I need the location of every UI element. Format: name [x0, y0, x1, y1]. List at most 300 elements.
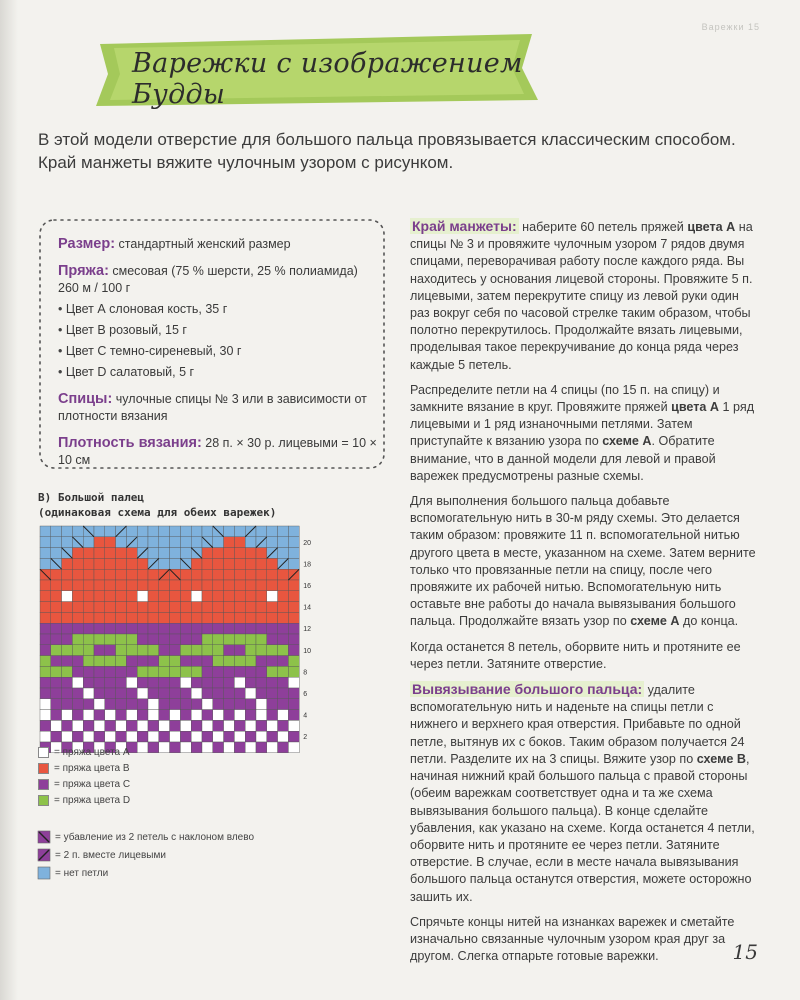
- chart-cell: [224, 699, 235, 710]
- chart-cell: [83, 591, 94, 602]
- chart-cell: [202, 526, 213, 537]
- chart-cell: [83, 537, 94, 548]
- chart-cell: [180, 591, 191, 602]
- chart-cell: [256, 558, 267, 569]
- chart-cell: [148, 710, 159, 721]
- chart-cell: [62, 634, 73, 645]
- chart-cell: [126, 731, 137, 742]
- distribute-paragraph: [410, 382, 760, 485]
- chart-cell: [180, 666, 191, 677]
- chart-cell: [170, 602, 181, 613]
- chart-cell: [213, 688, 224, 699]
- chart-cell: [191, 602, 202, 613]
- chart-cell: [278, 634, 289, 645]
- chart-cell: [288, 612, 299, 623]
- thumb-chart-section: [38, 490, 368, 910]
- chart-cell: [256, 677, 267, 688]
- chart-cell: [256, 612, 267, 623]
- row-number-label: 20: [303, 539, 311, 547]
- chart-cell: [234, 656, 245, 667]
- chart-cell: [159, 656, 170, 667]
- row-number-label: 12: [303, 626, 311, 634]
- chart-cell: [224, 634, 235, 645]
- chart-cell: [256, 569, 267, 580]
- chart-cell: [40, 666, 51, 677]
- text-run: до конца.: [683, 614, 739, 629]
- chart-cell: [288, 688, 299, 699]
- swatch-color-b: [38, 763, 49, 774]
- chart-cell: [256, 526, 267, 537]
- chart-cell: [159, 677, 170, 688]
- chart-cell: [116, 612, 127, 623]
- chart-subtitle: (одинаковая схема для обеих варежек): [38, 506, 277, 519]
- chart-cell: [288, 623, 299, 634]
- chart-cell: [159, 612, 170, 623]
- chart-cell: [267, 742, 278, 753]
- chart-cell: [159, 602, 170, 613]
- chart-cell: [245, 548, 256, 559]
- chart-cell: [245, 742, 256, 753]
- chart-cell: [116, 580, 127, 591]
- chart-cell: [126, 677, 137, 688]
- yarn-block: [58, 263, 378, 381]
- chart-cell: [72, 666, 83, 677]
- chart-cell: [51, 580, 62, 591]
- chart-cell: [180, 677, 191, 688]
- chart-cell: [51, 699, 62, 710]
- chart-cell: [267, 645, 278, 656]
- thumb-prep-paragraph: [410, 493, 760, 631]
- chart-cell: [180, 580, 191, 591]
- chart-cell: [94, 645, 105, 656]
- text-run: Распределите петли на 4 спицы (по 15 п. на спицу) и замкните вязание в круг. Провяжите пряжей: [410, 382, 720, 415]
- chart-cell: [180, 710, 191, 721]
- chart-cell: [234, 537, 245, 548]
- chart-cell: [256, 623, 267, 634]
- chart-cell: [288, 580, 299, 591]
- row-number-label: 14: [303, 604, 311, 612]
- chart-cell: [51, 645, 62, 656]
- chart-cell: [202, 742, 213, 753]
- chart-cell: [51, 710, 62, 721]
- chart-cell: [116, 634, 127, 645]
- page-number: 15: [732, 940, 758, 964]
- chart-cell: [245, 677, 256, 688]
- chart-cell: [94, 699, 105, 710]
- chart-cell: [170, 548, 181, 559]
- chart-cell: [191, 623, 202, 634]
- chart-cell: [105, 612, 116, 623]
- chart-cell: [267, 699, 278, 710]
- chart-cell: [202, 591, 213, 602]
- chart-cell: [116, 591, 127, 602]
- yarn-label: Пряжа:: [58, 263, 109, 279]
- chart-cell: [288, 537, 299, 548]
- chart-cell: [148, 602, 159, 613]
- chart-cell: [288, 720, 299, 731]
- chart-cell: [62, 569, 73, 580]
- chart-cell: [72, 688, 83, 699]
- chart-cell: [213, 591, 224, 602]
- legend-label: = пряжа цвета В: [54, 762, 130, 774]
- chart-cell: [126, 645, 137, 656]
- chart-cell: [40, 656, 51, 667]
- text-run: . Обратите внимание, что в данной модели для левой и правой варежек предусмотрены разные схемы.: [410, 434, 716, 483]
- needles-value: чулочные спицы № 3 или в зависимости от плотности вязания: [58, 392, 367, 423]
- chart-cell: [170, 558, 181, 569]
- needles-block: [58, 391, 378, 425]
- chart-cell: [278, 645, 289, 656]
- chart-cell: [116, 548, 127, 559]
- chart-cell: [62, 623, 73, 634]
- chart-cell: [148, 688, 159, 699]
- chart-cell: [40, 548, 51, 559]
- instructions-column: [410, 218, 760, 973]
- chart-cell: [213, 710, 224, 721]
- chart-cell: [234, 634, 245, 645]
- legend-item: [38, 792, 130, 808]
- final-paragraph: Спрячьте концы нитей на изнанках варежек и сметайте изначально связанные чулочным узором края друг за другом. Слегка отпарьте готовые варежки.: [410, 914, 735, 964]
- text-run: наберите 60 петель пряжей: [522, 220, 684, 234]
- chart-cell: [180, 623, 191, 634]
- page-title: Варежки с изображением Будды: [132, 48, 523, 110]
- chart-cell: [180, 656, 191, 667]
- chart-cell: [224, 731, 235, 742]
- chart-cell: [72, 612, 83, 623]
- chart-cell: [62, 602, 73, 613]
- chart-cell: [170, 720, 181, 731]
- chart-cell: [245, 720, 256, 731]
- chart-cell: [137, 558, 148, 569]
- chart-cell: [191, 645, 202, 656]
- chart-cell: [126, 526, 137, 537]
- chart-cell: [40, 623, 51, 634]
- chart-cell: [202, 656, 213, 667]
- chart-cell: [278, 548, 289, 559]
- chart-cell: [191, 731, 202, 742]
- chart-cell: [51, 569, 62, 580]
- chart-cell: [245, 634, 256, 645]
- legend-label: = пряжа цвета А: [54, 746, 130, 758]
- chart-cell: [234, 612, 245, 623]
- chart-cell: [278, 656, 289, 667]
- chart-cell: [245, 666, 256, 677]
- chart-cell: [191, 699, 202, 710]
- chart-cell: [224, 580, 235, 591]
- chart-cell: [159, 558, 170, 569]
- chart-cell: [94, 731, 105, 742]
- chart-cell: [72, 656, 83, 667]
- cuff-paragraph: [410, 218, 760, 374]
- chart-cell: [288, 699, 299, 710]
- chart-cell: [170, 666, 181, 677]
- size-label: Размер:: [58, 236, 116, 252]
- chart-cell: [105, 548, 116, 559]
- legend-label: = убавление из 2 петель с наклоном влево: [55, 831, 255, 843]
- chart-cell: [83, 731, 94, 742]
- chart-cell: [213, 623, 224, 634]
- chart-cell: [126, 580, 137, 591]
- chart-cell: [256, 656, 267, 667]
- chart-cell: [51, 720, 62, 731]
- chart-cell: [278, 580, 289, 591]
- chart-cell: [159, 591, 170, 602]
- chart-cell: [278, 710, 289, 721]
- chart-cell: [72, 526, 83, 537]
- chart-cell: [148, 623, 159, 634]
- chart-cell: [105, 558, 116, 569]
- chart-cell: [191, 656, 202, 667]
- color-b-item: • Цвет В розовый, 15 г: [58, 322, 378, 339]
- swatch-color-a: [38, 747, 49, 758]
- chart-cell: [40, 699, 51, 710]
- chart-cell: [245, 656, 256, 667]
- chart-cell: [94, 602, 105, 613]
- bold-run: схеме А: [602, 434, 652, 449]
- chart-cell: [191, 569, 202, 580]
- chart-cell: [245, 699, 256, 710]
- chart-cell: [159, 742, 170, 753]
- yarn-value: смесовая (75 % шерсти, 25 % полиамида) 260 м / 100 г: [58, 264, 358, 295]
- chart-cell: [126, 548, 137, 559]
- chart-cell: [245, 612, 256, 623]
- chart-cell: [40, 731, 51, 742]
- chart-cell: [62, 558, 73, 569]
- chart-cell: [40, 537, 51, 548]
- chart-cell: [267, 656, 278, 667]
- chart-cell: [116, 656, 127, 667]
- row-number-label: 2: [303, 734, 308, 742]
- chart-cell: [202, 623, 213, 634]
- chart-cell: [72, 591, 83, 602]
- chart-cell: [105, 710, 116, 721]
- chart-cell: [224, 612, 235, 623]
- chart-cell: [137, 612, 148, 623]
- chart-cell: [256, 720, 267, 731]
- chart-cell: [116, 731, 127, 742]
- chart-cell: [94, 677, 105, 688]
- chart-cell: [83, 602, 94, 613]
- chart-cell: [213, 720, 224, 731]
- chart-cell: [202, 645, 213, 656]
- chart-cell: [40, 612, 51, 623]
- chart-cell: [126, 612, 137, 623]
- chart-cell: [105, 623, 116, 634]
- chart-cell: [94, 623, 105, 634]
- chart-cell: [288, 548, 299, 559]
- k2tog-icon: [38, 849, 50, 861]
- chart-cell: [126, 710, 137, 721]
- chart-cell: [245, 710, 256, 721]
- chart-cell: [170, 742, 181, 753]
- chart-cell: [234, 688, 245, 699]
- chart-cell: [278, 612, 289, 623]
- chart-cell: [256, 548, 267, 559]
- chart-cell: [94, 591, 105, 602]
- chart-cell: [40, 710, 51, 721]
- legend-item: [38, 846, 254, 864]
- chart-cell: [137, 623, 148, 634]
- row-number-label: 16: [303, 583, 311, 590]
- chart-cell: [191, 677, 202, 688]
- chart-cell: [278, 602, 289, 613]
- chart-cell: [83, 720, 94, 731]
- chart-cell: [51, 688, 62, 699]
- chart-cell: [137, 537, 148, 548]
- swatch-color-c: [38, 779, 49, 790]
- chart-cell: [62, 710, 73, 721]
- chart-cell: [256, 580, 267, 591]
- chart-cell: [83, 699, 94, 710]
- chart-cell: [116, 710, 127, 721]
- chart-cell: [62, 537, 73, 548]
- chart-cell: [288, 742, 299, 753]
- chart-cell: [148, 742, 159, 753]
- chart-cell: [148, 720, 159, 731]
- row-number-label: 10: [303, 647, 311, 655]
- chart-cell: [62, 699, 73, 710]
- chart-cell: [267, 623, 278, 634]
- chart-cell: [105, 688, 116, 699]
- chart-cell: [51, 666, 62, 677]
- chart-cell: [116, 645, 127, 656]
- chart-cell: [224, 558, 235, 569]
- chart-cell: [224, 688, 235, 699]
- chart-cell: [213, 602, 224, 613]
- chart-cell: [191, 666, 202, 677]
- chart-cell: [105, 602, 116, 613]
- chart-cell: [105, 699, 116, 710]
- chart-cell: [105, 656, 116, 667]
- chart-cell: [116, 558, 127, 569]
- chart-cell: [234, 602, 245, 613]
- size-value: стандартный женский размер: [118, 237, 291, 251]
- chart-cell: [62, 645, 73, 656]
- bold-run: цвета А: [671, 400, 720, 415]
- chart-cell: [94, 612, 105, 623]
- chart-cell: [40, 591, 51, 602]
- chart-cell: [170, 612, 181, 623]
- chart-cell: [267, 677, 278, 688]
- chart-cell: [245, 591, 256, 602]
- chart-cell: [126, 623, 137, 634]
- chart-cell: [94, 688, 105, 699]
- chart-cell: [94, 580, 105, 591]
- chart-cell: [234, 645, 245, 656]
- row-number-label: 8: [303, 669, 308, 677]
- chart-cell: [224, 656, 235, 667]
- chart-cell: [126, 699, 137, 710]
- chart-cell: [245, 580, 256, 591]
- chart-cell: [105, 526, 116, 537]
- chart-cell: [126, 634, 137, 645]
- chart-cell: [191, 612, 202, 623]
- chart-cell: [278, 623, 289, 634]
- chart-cell: [137, 591, 148, 602]
- color-a-item: • Цвет А слоновая кость, 35 г: [58, 301, 378, 318]
- chart-cell: [62, 666, 73, 677]
- chart-cell: [116, 602, 127, 613]
- chart-cell: [288, 591, 299, 602]
- chart-cell: [170, 699, 181, 710]
- chart-cell: [105, 580, 116, 591]
- chart-cell: [288, 634, 299, 645]
- chart-cell: [126, 602, 137, 613]
- chart-cell: [234, 699, 245, 710]
- chart-cell: [62, 688, 73, 699]
- chart-cell: [234, 742, 245, 753]
- chart-cell: [126, 569, 137, 580]
- legend-item: [38, 744, 130, 760]
- chart-cell: [148, 656, 159, 667]
- chart-cell: [126, 558, 137, 569]
- legend-label: = пряжа цвета С: [54, 778, 131, 790]
- chart-cell: [170, 645, 181, 656]
- chart-cell: [137, 666, 148, 677]
- chart-cell: [213, 558, 224, 569]
- chart-cell: [180, 526, 191, 537]
- chart-cell: [40, 688, 51, 699]
- chart-cell: [267, 688, 278, 699]
- chart-cell: [256, 742, 267, 753]
- chart-cell: [224, 677, 235, 688]
- chart-cell: [40, 677, 51, 688]
- legend-label: = нет петли: [55, 867, 109, 879]
- chart-cell: [159, 548, 170, 559]
- chart-cell: [40, 580, 51, 591]
- chart-cell: [170, 537, 181, 548]
- chart-cell: [267, 537, 278, 548]
- chart-cell: [62, 591, 73, 602]
- chart-cell: [62, 731, 73, 742]
- chart-cell: [170, 580, 181, 591]
- chart-cell: [180, 548, 191, 559]
- chart-cell: [191, 742, 202, 753]
- chart-cell: [94, 710, 105, 721]
- chart-cell: [126, 666, 137, 677]
- chart-cell: [72, 720, 83, 731]
- chart-cell: [267, 720, 278, 731]
- chart-cell: [245, 731, 256, 742]
- chart-cell: [224, 548, 235, 559]
- thumb-paragraph: [410, 681, 760, 906]
- chart-cell: [72, 677, 83, 688]
- title-banner: [92, 30, 542, 108]
- chart-cell: [213, 548, 224, 559]
- chart-cell: [202, 710, 213, 721]
- chart-cell: [245, 602, 256, 613]
- row-number-label: 18: [303, 561, 311, 569]
- chart-cell: [180, 742, 191, 753]
- text-run: на спицы № 3 и провяжите чулочным узором 7 рядов двумя спицами, переворачивая работу после каждого ряда. Вы находитесь у основания лицевой стороны. Провяжите 5 п. лицевыми, затем перекрутите спицу из левой руки один раз вокруг себя по часовой стрелке таким образом, чтобы полотно перекрутилось. Продолжайте вязать лицевыми, проделывая такое перекручивание до конца ряда через каждые 5 петель.: [410, 220, 753, 372]
- chart-cell: [202, 634, 213, 645]
- color-d-item: • Цвет D салатовый, 5 г: [58, 364, 378, 381]
- chart-cell: [278, 720, 289, 731]
- chart-cell: [148, 699, 159, 710]
- chart-cell: [148, 526, 159, 537]
- bold-run: схеме В: [696, 751, 746, 766]
- legend-item: [38, 828, 254, 846]
- chart-cell: [170, 710, 181, 721]
- chart-cell: [126, 688, 137, 699]
- chart-cell: [40, 558, 51, 569]
- chart-cell: [51, 731, 62, 742]
- chart-cell: [137, 569, 148, 580]
- chart-cell: [288, 526, 299, 537]
- chart-cell: [202, 569, 213, 580]
- legend-item: [38, 776, 130, 792]
- chart-cell: [159, 699, 170, 710]
